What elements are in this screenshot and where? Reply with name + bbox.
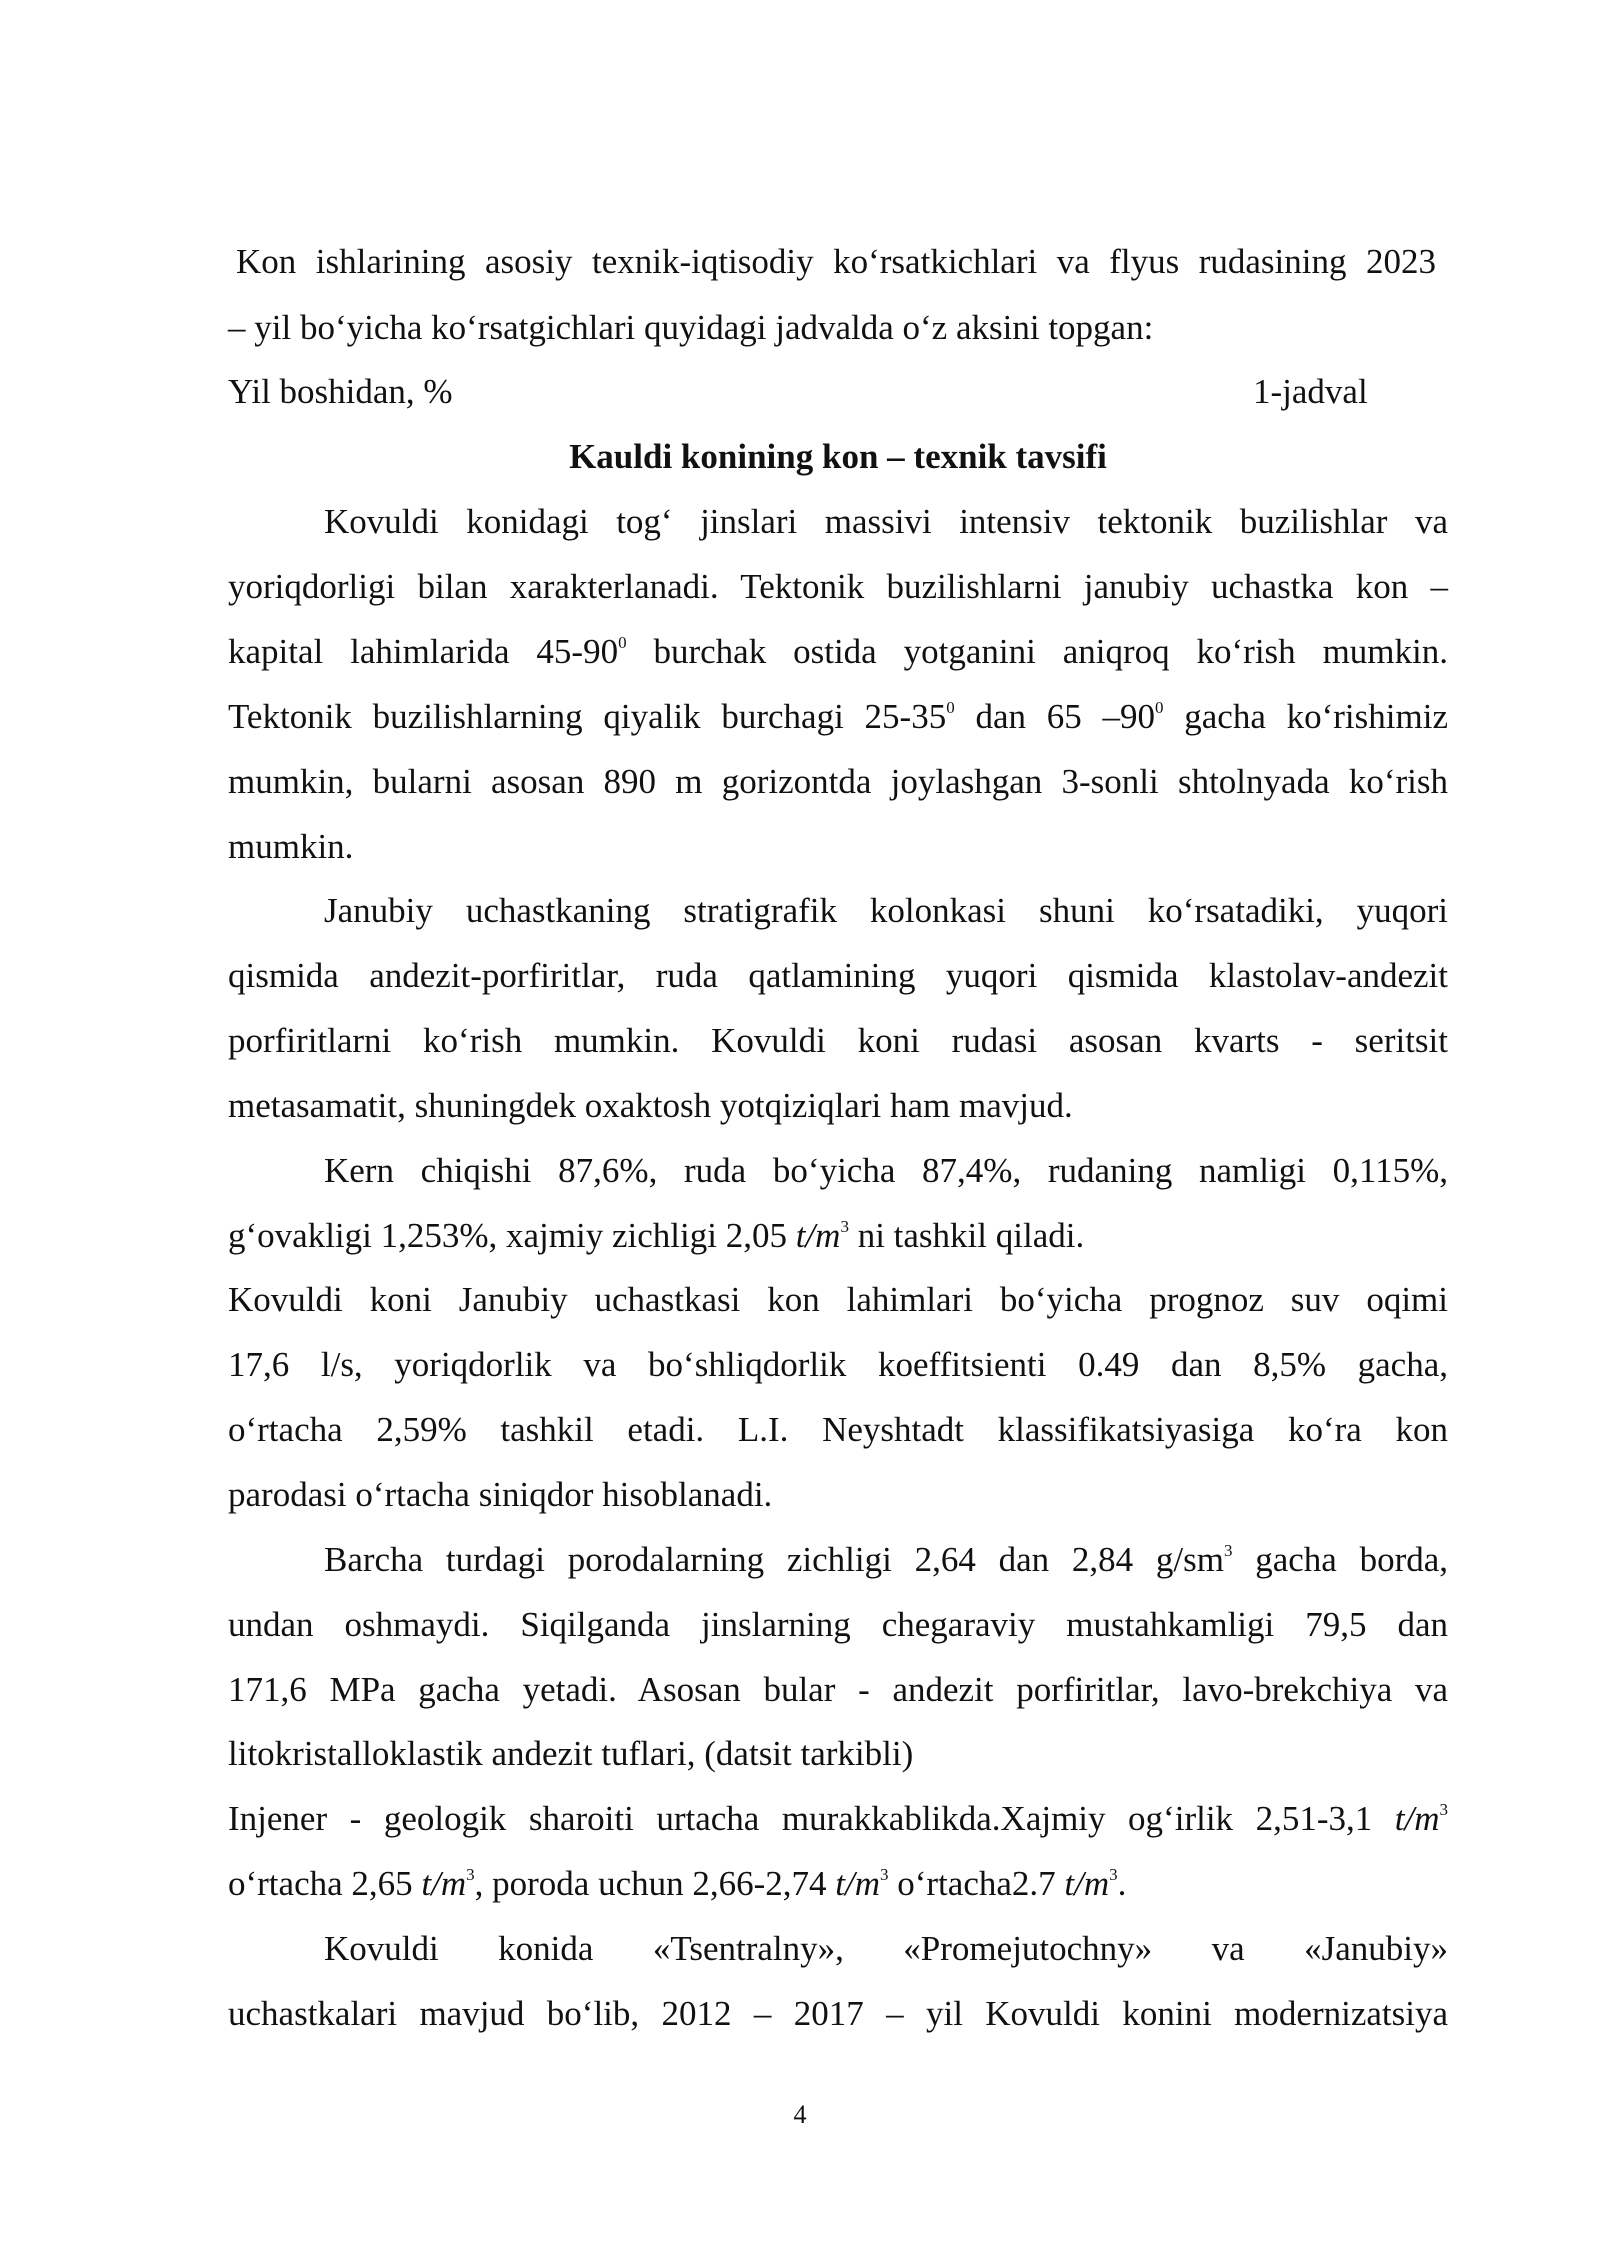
paragraph-text: Barcha turdagi porodalarning zichligi 2,64 dan 2,84 g/sm bbox=[324, 1540, 1224, 1579]
paragraph-text: 17,6 l/s, yoriqdorlik va boʻshliqdorlik koeffitsienti 0.49 dan 8,5% gacha, bbox=[228, 1345, 1448, 1384]
unit-text: t/m bbox=[421, 1864, 467, 1903]
paragraph-text: Janubiy uchastkaning stratigrafik kolonkasi shuni koʻrsatadiki, yuqori bbox=[324, 891, 1448, 930]
superscript: 3 bbox=[880, 1865, 889, 1884]
paragraph-line bbox=[228, 1084, 1448, 1128]
paragraph-line bbox=[228, 1992, 1448, 2036]
paragraph-line bbox=[228, 760, 1448, 804]
paragraph-line bbox=[228, 565, 1448, 609]
unit-text: t/m bbox=[1064, 1864, 1110, 1903]
paragraph-line bbox=[324, 1927, 1448, 1971]
paragraph-text: mumkin. bbox=[228, 827, 354, 866]
paragraph-line bbox=[228, 1473, 1448, 1517]
paragraph-text: yoriqdorligi bilan xarakterlanadi. Tektonik buzilishlarni janubiy uchastka kon – bbox=[228, 567, 1448, 606]
section-title-text: Kauldi konining kon – texnik tavsifi bbox=[569, 437, 1107, 476]
paragraph-text: ni tashkil qiladi. bbox=[848, 1216, 1085, 1255]
paragraph-text: oʻrtacha2.7 bbox=[888, 1864, 1065, 1903]
superscript: 0 bbox=[1155, 698, 1164, 717]
table-caption-line bbox=[228, 370, 1448, 414]
paragraph-text: uchastkalari mavjud boʻlib, 2012 – 2017 – yil Kovuldi konini modernizatsiya bbox=[228, 1994, 1448, 2033]
paragraph-text: gacha koʻrishimiz bbox=[1163, 697, 1448, 736]
paragraph-text: kapital lahimlarida 45-90 bbox=[228, 632, 619, 671]
paragraph-text: dan 65 –90 bbox=[954, 697, 1156, 736]
superscript: 3 bbox=[1223, 1541, 1233, 1560]
paragraph-text: undan oshmaydi. Siqilganda jinslarning chegaraviy mustahkamligi 79,5 dan bbox=[228, 1605, 1448, 1644]
section-title bbox=[228, 435, 1448, 479]
paragraph-line bbox=[228, 1797, 1448, 1841]
paragraph-line bbox=[228, 1732, 1448, 1776]
intro-line bbox=[236, 240, 1436, 284]
paragraph-line bbox=[324, 1149, 1448, 1193]
paragraph-text: metasamatit, shuningdek oxaktosh yotqiziqlari ham mavjud. bbox=[228, 1086, 1073, 1125]
paragraph-line bbox=[228, 1278, 1448, 1322]
paragraph-line bbox=[228, 1668, 1448, 1712]
superscript: 3 bbox=[466, 1865, 475, 1884]
paragraph-text: mumkin, bularni asosan 890 m gorizontda joylashgan 3-sonli shtolnyada koʻrish bbox=[228, 762, 1448, 801]
paragraph-text: Kovuldi konidagi togʻ jinslari massivi intensiv tektonik buzilishlar va bbox=[324, 502, 1448, 541]
table-caption-left: Yil boshidan, % bbox=[228, 372, 453, 411]
paragraph-text: burchak ostida yotganini aniqroq koʻrish mumkin. bbox=[626, 632, 1448, 671]
superscript: 3 bbox=[1109, 1865, 1118, 1884]
paragraph-line bbox=[228, 1343, 1448, 1387]
paragraph-line bbox=[228, 695, 1448, 739]
superscript: 3 bbox=[840, 1217, 849, 1236]
paragraph-line bbox=[324, 889, 1448, 933]
intro-line bbox=[228, 306, 1448, 350]
paragraph-text: Injener - geologik sharoiti urtacha murakkablikda.Xajmiy ogʻirlik 2,51-3,1 bbox=[228, 1799, 1395, 1838]
unit-text: t/m bbox=[1394, 1799, 1440, 1838]
paragraph-text: porfiritlarni koʻrish mumkin. Kovuldi koni rudasi asosan kvarts - seritsit bbox=[228, 1021, 1448, 1060]
paragraph-text: , poroda uchun 2,66-2,74 bbox=[474, 1864, 836, 1903]
superscript: 0 bbox=[618, 633, 627, 652]
unit-text: t/m bbox=[835, 1864, 880, 1903]
unit-text: t/m bbox=[795, 1216, 841, 1255]
paragraph-text: oʻrtacha 2,65 bbox=[228, 1864, 422, 1903]
paragraph-line bbox=[228, 954, 1448, 998]
table-number: 1-jadval bbox=[1253, 372, 1368, 411]
paragraph-line bbox=[324, 500, 1448, 544]
paragraph-text: gacha borda, bbox=[1232, 1540, 1449, 1579]
intro-text: Kon ishlarining asosiy texnik-iqtisodiy koʻrsatkichlari va flyus rudasining 2023 bbox=[236, 242, 1436, 281]
paragraph-text: parodasi oʻrtacha siniqdor hisoblanadi. bbox=[228, 1475, 773, 1514]
paragraph-text: litokristalloklastik andezit tuflari, (datsit tarkibli) bbox=[228, 1734, 914, 1773]
paragraph-text: 171,6 MPa gacha yetadi. Asosan bular - andezit porfiritlar, lavo-brekchiya va bbox=[228, 1670, 1448, 1709]
paragraph-line bbox=[228, 1019, 1448, 1063]
superscript: 3 bbox=[1439, 1800, 1448, 1819]
page-number: 4 bbox=[793, 2100, 807, 2129]
paragraph-line bbox=[228, 1408, 1448, 1452]
paragraph-text: qismida andezit-porfiritlar, ruda qatlamining yuqori qismida klastolav-andezit bbox=[228, 956, 1448, 995]
paragraph-text: oʻrtacha 2,59% tashkil etadi. L.I. Neyshtadt klassifikatsiyasiga koʻra kon bbox=[228, 1410, 1448, 1449]
superscript: 0 bbox=[946, 698, 955, 717]
paragraph-text: Kern chiqishi 87,6%, ruda boʻyicha 87,4%, rudaning namligi 0,115%, bbox=[324, 1151, 1448, 1190]
paragraph-line bbox=[324, 1538, 1448, 1582]
paragraph-line bbox=[228, 825, 1448, 869]
paragraph-line bbox=[228, 1214, 1448, 1258]
paragraph-line bbox=[228, 1603, 1448, 1647]
paragraph-line bbox=[228, 630, 1448, 674]
intro-text: – yil boʻyicha koʻrsatgichlari quyidagi jadvalda oʻz aksini topgan: bbox=[228, 308, 1154, 347]
paragraph-line bbox=[228, 1862, 1448, 1906]
paragraph-text: Tektonik buzilishlarning qiyalik burchagi 25-35 bbox=[228, 697, 947, 736]
paragraph-text: . bbox=[1117, 1864, 1127, 1903]
paragraph-text: Kovuldi koni Janubiy uchastkasi kon lahimlari boʻyicha prognoz suv oqimi bbox=[228, 1280, 1448, 1319]
paragraph-text: Kovuldi konida «Tsentralny», «Promejutochny» va «Janubiy» bbox=[324, 1929, 1448, 1968]
paragraph-text: gʻovakligi 1,253%, xajmiy zichligi 2,05 bbox=[228, 1216, 796, 1255]
